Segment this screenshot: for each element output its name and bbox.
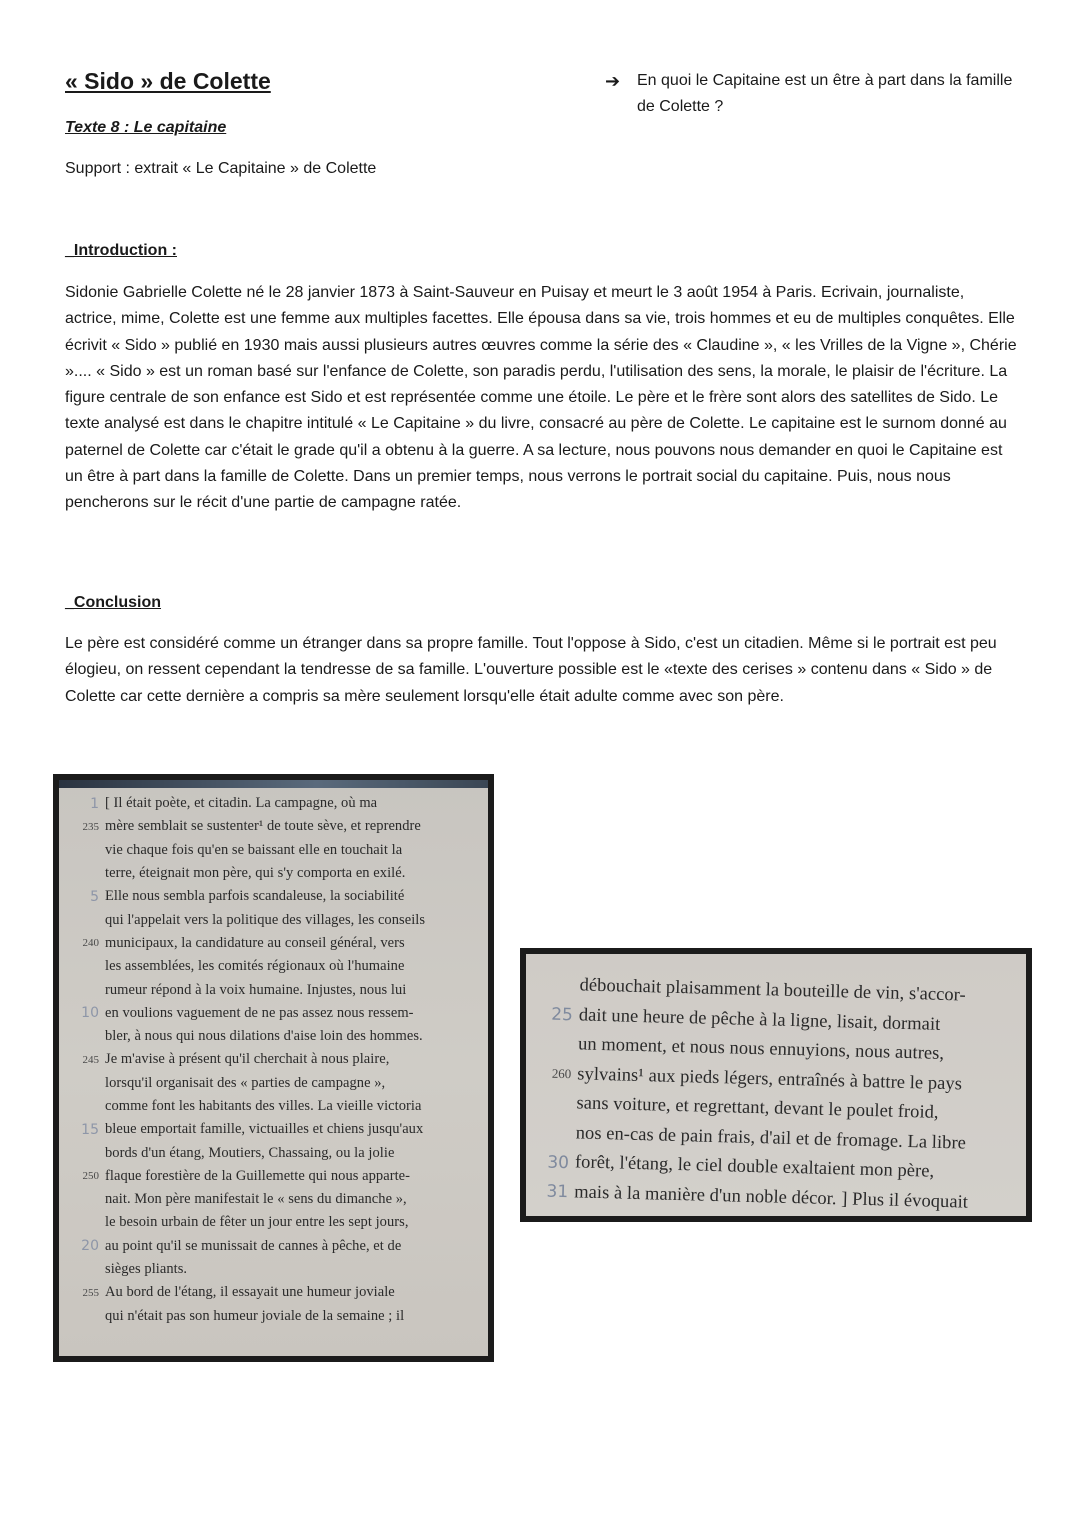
line-text: bler, à nous qui nous dilations d'aise loin des hommes. (105, 1028, 423, 1045)
line-text: un moment, et nous nous ennuyions, nous autres, (577, 1034, 945, 1065)
book-line (59, 1165, 488, 1188)
book-line (59, 1072, 488, 1095)
book-line (59, 815, 488, 838)
line-text: le besoin urbain de fêter un jour entre les sept jours, (105, 1214, 409, 1231)
line-text: comme font les habitants des villes. La vieille victoria (105, 1098, 422, 1114)
line-text: Je m'avise à présent qu'il cherchait à nous plaire, (105, 1051, 390, 1068)
line-number (524, 1044, 578, 1045)
line-text: forêt, l'étang, le ciel double exaltaient mon père, (574, 1152, 935, 1182)
book-line (59, 1025, 488, 1048)
line-text: les assemblées, les comités régionaux où l'humaine (105, 958, 405, 975)
book-line (59, 792, 488, 815)
line-number: 240 (82, 937, 99, 950)
line-number: 20 (81, 1238, 99, 1255)
book-excerpt-photo-2 (520, 948, 1032, 1222)
line-text: en voulions vaguement de ne pas assez nous ressem- (105, 1004, 414, 1021)
book-excerpt-photo-1 (53, 774, 494, 1362)
line-number: 30 (547, 1152, 570, 1173)
line-number: 255 (82, 1286, 99, 1299)
introduction-heading: _Introduction : (65, 242, 177, 259)
line-number: 260 (551, 1065, 572, 1082)
line-text: dait une heure de pêche à la ligne, lisait, dormait (578, 1005, 941, 1035)
line-number (526, 985, 580, 986)
book-line (59, 1141, 488, 1164)
line-number: 15 (81, 1121, 99, 1138)
line-text: rumeur répond à la voix humaine. Injustes, nous lui (105, 981, 407, 998)
line-number: 245 (82, 1053, 99, 1066)
arrow-right-icon: ➔ (605, 71, 621, 91)
book-line (59, 862, 488, 885)
line-text: au point qu'il se munissait de cannes à pêche, et de (105, 1237, 402, 1254)
line-number: 1 (90, 795, 99, 812)
line-text: bleue emportait famille, victuailles et chiens jusqu'aux (105, 1121, 424, 1138)
book-line (59, 1258, 488, 1281)
line-number: 10 (81, 1005, 99, 1022)
book-line (59, 1002, 488, 1025)
line-text: bords d'un étang, Moutiers, Chassaing, ou la jolie (105, 1144, 395, 1161)
line-number: 5 (90, 888, 99, 905)
line-text: lorsqu'il organisait des « parties de campagne », (105, 1074, 386, 1091)
book-line (59, 932, 488, 955)
line-number: 31 (546, 1181, 569, 1203)
book-line (59, 885, 488, 908)
line-number: 235 (82, 820, 99, 833)
introduction-paragraph: Sidonie Gabrielle Colette né le 28 janvier 1873 à Saint-Sauveur en Puisay et meurt le 3 août 1954 à Paris. Ecrivain, journaliste, actrice, mime, Colette est une femme aux multiples facettes. Elle épousa dans sa vie, trois hommes et eu de multiples conquêtes. Elle écrivit « Sido » publié en 1930 mais aussi plusieurs autres œuvres comme la série des « Claudine », « les Vrilles de la Vigne », Chérie ».... « Sido » est un roman basé sur l'enfance de Colette, son paradis perdu, l'utilisation des sens, la morale, le plaisir de l'écriture. La figure centrale de son enfance est Sido et est représentée comme une étoile. Le père et le frère sont alors des satellites de Sido. Le texte analysé est dans le chapitre intitulé « Le Capitaine » du livre, consacré au père de Colette. Le capitaine est le surnom donné au paternel de Colette car c'était le grade qu'il a obtenu à la guerre. A sa lecture, nous pouvons nous demander en quoi le Capitaine est un être à part dans la famille de Colette. Dans un premier temps, nous verrons le portrait social du capitaine. Puis, nous nous pencherons sur le récit d'une partie de campagne ratée. (65, 284, 1017, 512)
line-text: mais à la manière d'un noble décor. ] Plus il évoquait (573, 1182, 969, 1213)
line-text: Elle nous sembla parfois scandaleuse, la sociabilité (105, 888, 405, 905)
excerpt-lines-2 (520, 970, 1026, 1219)
book-line (59, 1281, 488, 1304)
book-line (59, 839, 488, 862)
problematic-question (605, 68, 1025, 120)
line-text: terre, éteignait mon père, qui s'y comporta en exilé. (105, 865, 406, 882)
line-text: Au bord de l'étang, il essayait une humeur joviale (105, 1284, 395, 1301)
photo-top-edge (59, 780, 488, 788)
book-line (59, 1188, 488, 1211)
line-text: flaque forestière de la Guillemette qui nous apparte- (105, 1167, 411, 1184)
conclusion-heading: _Conclusion (65, 594, 162, 611)
line-text: nos en-cas de pain frais, d'ail et de fromage. La libre (575, 1123, 967, 1154)
book-line (59, 908, 488, 931)
book-line (59, 1305, 488, 1328)
line-number: 25 (550, 1004, 574, 1026)
book-line (59, 978, 488, 1001)
line-text: municipaux, la candidature au conseil général, vers (105, 934, 405, 951)
book-line (59, 1048, 488, 1071)
line-text: sans voiture, et regrettant, devant le poulet froid, (576, 1093, 939, 1124)
book-line (59, 1118, 488, 1141)
line-text: sièges pliants. (105, 1261, 188, 1278)
book-line (59, 1235, 488, 1258)
line-text: [ Il était poète, et citadin. La campagne, où ma (105, 795, 378, 812)
line-number: 250 (82, 1170, 99, 1183)
line-text: mère semblait se sustenter¹ de toute sève, et reprendre (105, 818, 421, 835)
conclusion-paragraph: Le père est considéré comme un étranger dans sa propre famille. Tout l'oppose à Sido, c'est un citadien. Même si le portrait est peu élogieu, on ressent cependant la tendresse de sa famille. L'ouverture possible est le «texte des cerises » contenu dans « Sido » de Colette car cette dernière a compris sa mère seulement lorsqu'elle était adulte comme avec son père. (65, 635, 997, 705)
line-text: qui l'appelait vers la politique des villages, les conseils (105, 911, 426, 928)
book-line (59, 1211, 488, 1234)
line-text: sylvains¹ aux pieds légers, entraînés à battre le pays (577, 1064, 963, 1095)
line-text: qui n'était pas son humeur joviale de la semaine ; il (105, 1307, 405, 1324)
line-text: vie chaque fois qu'en se baissant elle en touchait la (105, 841, 403, 858)
book-line (59, 1095, 488, 1118)
excerpt-lines-1 (59, 792, 488, 1328)
line-number (523, 1103, 577, 1104)
line-text: débouchait plaisamment la bouteille de vin, s'accor- (579, 975, 966, 1006)
question-text: En quoi le Capitaine est un être à part dans la famille de Colette ? (637, 72, 1013, 115)
book-line (59, 955, 488, 978)
document-title: « Sido » de Colette (65, 68, 271, 94)
line-number (522, 1132, 576, 1133)
line-text: nait. Mon père manifestait le « sens du dimanche », (105, 1191, 407, 1208)
text-subtitle: Texte 8 : Le capitaine (65, 119, 227, 136)
support-line: Support : extrait « Le Capitaine » de Colette (65, 160, 377, 177)
